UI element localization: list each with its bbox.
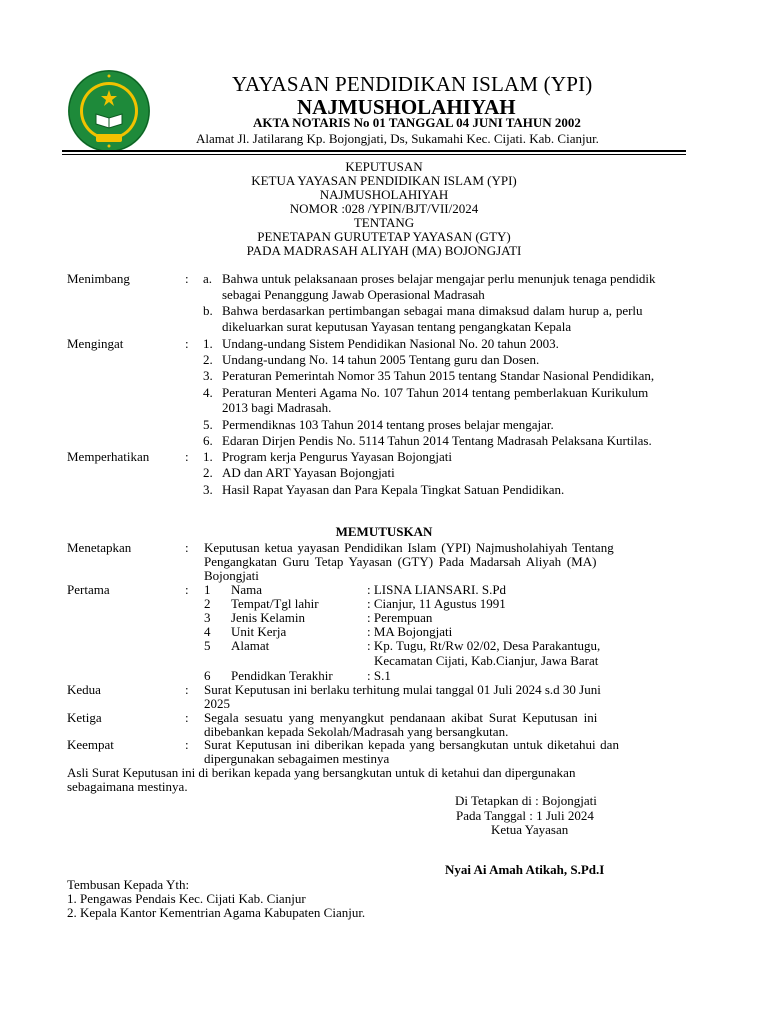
detail-no: 5 bbox=[204, 638, 211, 653]
title-line: PENETAPAN GURUTETAP YAYASAN (GTY) bbox=[257, 229, 511, 244]
header-divider-thin bbox=[62, 154, 686, 155]
title-line: NAJMUSHOLAHIYAH bbox=[319, 187, 449, 202]
closing-note: sebagaimana mestinya. bbox=[67, 779, 188, 794]
section-text: dipergunakan sebagaimen mestinya bbox=[204, 751, 390, 766]
cc-item: 1. Pengawas Pendais Kec. Cijati Kab. Cianjur bbox=[67, 891, 306, 906]
section-label: Memperhatikan bbox=[67, 449, 150, 464]
detail-field: Unit Kerja bbox=[231, 624, 287, 639]
section-text: Surat Keputusan ini diberikan kepada yang bersangkutan untuk diketahui dan bbox=[204, 737, 619, 752]
section-label: Menimbang bbox=[67, 271, 130, 286]
detail-field: Jenis Kelamin bbox=[231, 610, 306, 625]
title-line: KEPUTUSAN bbox=[345, 159, 423, 174]
detail-value: : LISNA LIANSARI. S.Pd bbox=[367, 582, 507, 597]
section-colon: : bbox=[185, 582, 189, 597]
section-colon: : bbox=[185, 737, 189, 752]
memutuskan-heading: MEMUTUSKAN bbox=[335, 524, 433, 539]
detail-value: : Cianjur, 11 Agustus 1991 bbox=[367, 596, 506, 611]
header-line-3: AKTA NOTARIS No 01 TANGGAL 04 JUNI TAHUN 2002 bbox=[253, 115, 581, 130]
list-marker: 1. bbox=[203, 336, 213, 351]
section-text: Bojongjati bbox=[204, 568, 259, 583]
detail-field: Nama bbox=[231, 582, 263, 597]
foundation-logo bbox=[66, 68, 152, 154]
list-marker: 3. bbox=[203, 482, 213, 497]
header-divider-thick bbox=[62, 150, 686, 152]
section-label: Mengingat bbox=[67, 336, 124, 351]
section-label: Pertama bbox=[67, 582, 110, 597]
detail-value: : Kp. Tugu, Rt/Rw 02/02, Desa Parakantugu, bbox=[367, 638, 601, 653]
section-label: Ketiga bbox=[67, 710, 102, 725]
detail-field: Tempat/Tgl lahir bbox=[231, 596, 319, 611]
list-marker: 2. bbox=[203, 465, 213, 480]
section-colon: : bbox=[185, 540, 189, 555]
section-text: 2025 bbox=[204, 696, 230, 711]
title-line: NOMOR :028 /YPIN/BJT/VII/2024 bbox=[289, 201, 479, 216]
detail-field: Alamat bbox=[231, 638, 270, 653]
list-item: Bahwa untuk pelaksanaan proses belajar mengajar perlu menunjuk tenaga pendidik bbox=[222, 271, 656, 286]
header-line-4: Alamat Jl. Jatilarang Kp. Bojongjati, Ds, Sukamahi Kec. Cijati. Kab. Cianjur. bbox=[196, 131, 599, 146]
list-item: Hasil Rapat Yayasan dan Para Kepala Tingkat Satuan Pendidikan. bbox=[222, 482, 565, 497]
detail-value: : S.1 bbox=[367, 668, 391, 683]
list-marker: 5. bbox=[203, 417, 213, 432]
list-item-cont: dikeluarkan surat keputusan Yayasan tentang pengangkatan Kepala bbox=[222, 319, 572, 334]
list-item: Undang-undang No. 14 tahun 2005 Tentang guru dan Dosen. bbox=[222, 352, 540, 367]
header-line-2: NAJMUSHOLAHIYAH bbox=[297, 95, 516, 119]
signature-role: Ketua Yayasan bbox=[491, 822, 569, 837]
section-colon: : bbox=[185, 336, 189, 351]
cc-title: Tembusan Kepada Yth: bbox=[67, 877, 190, 892]
list-marker: 4. bbox=[203, 385, 213, 400]
detail-value: : Perempuan bbox=[367, 610, 433, 625]
section-text: Surat Keputusan ini berlaku terhitung mulai tanggal 01 Juli 2024 s.d 30 Juni bbox=[204, 682, 601, 697]
title-line: TENTANG bbox=[353, 215, 415, 230]
list-marker: a. bbox=[203, 271, 213, 286]
section-colon: : bbox=[185, 449, 189, 464]
list-item: AD dan ART Yayasan Bojongjati bbox=[222, 465, 395, 480]
list-item: Bahwa berdasarkan pertimbangan sebagai mana dimaksud dalam hurup a, perlu bbox=[222, 303, 643, 318]
list-item: Undang-undang Sistem Pendidikan Nasional No. 20 tahun 2003. bbox=[222, 336, 559, 351]
detail-no: 2 bbox=[204, 596, 211, 611]
list-item: Edaran Dirjen Pendis No. 5114 Tahun 2014 Tentang Madrasah Pelaksana Kurtilas. bbox=[222, 433, 652, 448]
list-marker: 3. bbox=[203, 368, 213, 383]
section-label: Kedua bbox=[67, 682, 101, 697]
header-line-1: YAYASAN PENDIDIKAN ISLAM (YPI) bbox=[232, 72, 593, 96]
signature-place: Di Tetapkan di : Bojongjati bbox=[455, 793, 597, 808]
section-colon: : bbox=[185, 710, 189, 725]
section-text: dibebankan kepada Sekolah/Madrasah yang bersangkutan. bbox=[204, 724, 509, 739]
section-colon: : bbox=[185, 682, 189, 697]
list-item: Peraturan Menteri Agama No. 107 Tahun 2014 tentang pemberlakuan Kurikulum bbox=[222, 385, 649, 400]
list-item: Peraturan Pemerintah Nomor 35 Tahun 2015 tentang Standar Nasional Pendidikan, bbox=[222, 368, 655, 383]
detail-no: 6 bbox=[204, 668, 211, 683]
section-text: Pengangkatan Guru Tetap Yayasan (GTY) Pada Madarsah Aliyah (MA) bbox=[204, 554, 597, 569]
list-marker: 6. bbox=[203, 433, 213, 448]
list-marker: 2. bbox=[203, 352, 213, 367]
title-line: KETUA YAYASAN PENDIDIKAN ISLAM (YPI) bbox=[251, 173, 517, 188]
signatory-name: Nyai Ai Amah Atikah, S.Pd.I bbox=[445, 862, 605, 877]
list-item: Program kerja Pengurus Yayasan Bojongjati bbox=[222, 449, 453, 464]
section-label: Menetapkan bbox=[67, 540, 132, 555]
section-text: Segala sesuatu yang menyangkut pendanaan akibat Surat Keputusan ini bbox=[204, 710, 598, 725]
title-line: PADA MADRASAH ALIYAH (MA) BOJONGJATI bbox=[246, 243, 522, 258]
detail-no: 3 bbox=[204, 610, 211, 625]
list-marker: 1. bbox=[203, 449, 213, 464]
section-text: Keputusan ketua yayasan Pendidikan Islam (YPI) Najmusholahiyah Tentang bbox=[204, 540, 614, 555]
list-item-cont: 2013 bagi Madrasah. bbox=[222, 400, 332, 415]
closing-note: Asli Surat Keputusan ini di berikan kepada yang bersangkutan untuk di ketahui dan dipergunakan bbox=[67, 765, 576, 780]
detail-no: 1 bbox=[204, 582, 211, 597]
detail-field: Pendidkan Terakhir bbox=[231, 668, 333, 683]
signature-date: Pada Tanggal : 1 Juli 2024 bbox=[456, 808, 594, 823]
section-colon: : bbox=[185, 271, 189, 286]
list-item-cont: sebagai Penanggung Jawab Operasional Madrasah bbox=[222, 287, 485, 302]
list-marker: b. bbox=[203, 303, 213, 318]
detail-value: : MA Bojongjati bbox=[367, 624, 453, 639]
section-label: Keempat bbox=[67, 737, 114, 752]
detail-no: 4 bbox=[204, 624, 211, 639]
list-item: Permendiknas 103 Tahun 2014 tentang proses belajar mengajar. bbox=[222, 417, 554, 432]
cc-item: 2. Kepala Kantor Kementrian Agama Kabupaten Cianjur. bbox=[67, 905, 366, 920]
detail-value-cont: Kecamatan Cijati, Kab.Cianjur, Jawa Barat bbox=[374, 653, 599, 668]
